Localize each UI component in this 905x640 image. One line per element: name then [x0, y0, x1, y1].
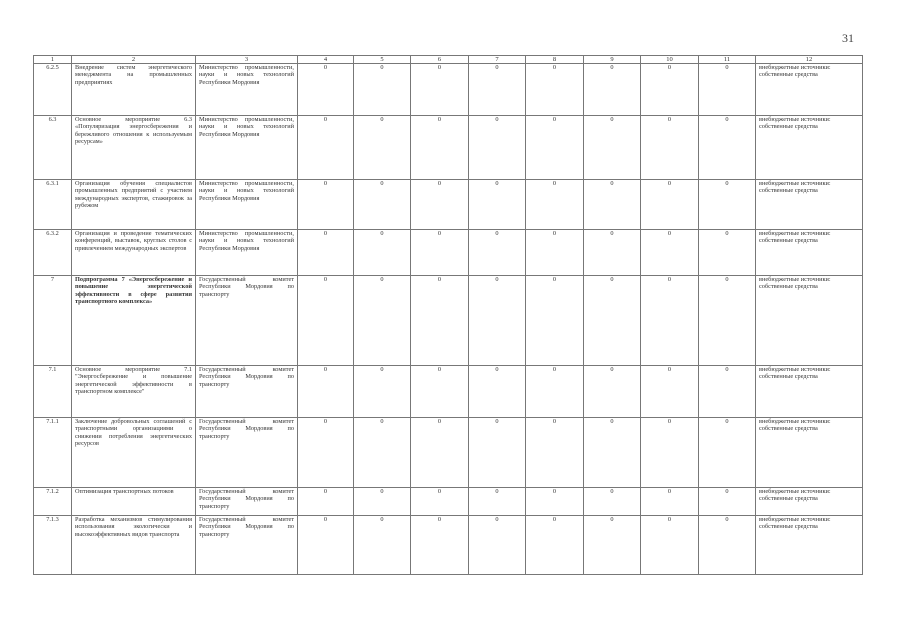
- funding-value: 0: [411, 230, 469, 276]
- funding-value: 0: [584, 230, 641, 276]
- funding-value: 0: [469, 180, 526, 230]
- column-header: 1: [34, 56, 72, 64]
- funding-source: внебюджетные источники: собственные средства: [756, 366, 863, 418]
- table-row: [34, 64, 863, 116]
- funding-value: 0: [699, 116, 756, 180]
- funding-value: 0: [298, 276, 354, 366]
- funding-value: 0: [526, 64, 584, 116]
- measure-name: Разработка механизмов стимулирования использования экологически и высокоэффективных видов транспорта: [72, 516, 196, 575]
- executor-name: Государственный комитет Республики Мордовия по транспорту: [196, 418, 298, 488]
- funding-value: 0: [354, 64, 411, 116]
- funding-source: внебюджетные источники: собственные средства: [756, 488, 863, 516]
- funding-value: 0: [298, 116, 354, 180]
- page-number: 31: [842, 31, 854, 45]
- row-number: 7.1.3: [34, 516, 72, 575]
- funding-value: 0: [469, 116, 526, 180]
- executor-name: Министерство промышленности, науки и новых технологий Республики Мордовия: [196, 116, 298, 180]
- funding-value: 0: [354, 516, 411, 575]
- funding-value: 0: [526, 516, 584, 575]
- table-row: [34, 180, 863, 230]
- executor-name: Государственный комитет Республики Мордовия по транспорту: [196, 276, 298, 366]
- funding-value: 0: [298, 230, 354, 276]
- funding-value: 0: [354, 366, 411, 418]
- row-number: 7: [34, 276, 72, 366]
- row-number: 7.1.2: [34, 488, 72, 516]
- column-header: 3: [196, 56, 298, 64]
- funding-value: 0: [526, 488, 584, 516]
- funding-value: 0: [526, 366, 584, 418]
- executor-name: Государственный комитет Республики Мордовия по транспорту: [196, 366, 298, 418]
- table-row: [34, 516, 863, 575]
- funding-value: 0: [699, 180, 756, 230]
- funding-value: 0: [354, 488, 411, 516]
- measure-name: Внедрение систем энергетического менеджмента на промышленных предприятиях: [72, 64, 196, 116]
- table-row: [34, 116, 863, 180]
- funding-value: 0: [411, 488, 469, 516]
- funding-source: внебюджетные источники: собственные средства: [756, 276, 863, 366]
- column-header: 7: [469, 56, 526, 64]
- funding-value: 0: [298, 488, 354, 516]
- funding-value: 0: [469, 488, 526, 516]
- funding-value: 0: [411, 516, 469, 575]
- header-row: [34, 56, 863, 64]
- funding-value: 0: [526, 276, 584, 366]
- funding-value: 0: [298, 180, 354, 230]
- executor-name: Государственный комитет Республики Мордовия по транспорту: [196, 488, 298, 516]
- funding-value: 0: [411, 276, 469, 366]
- funding-value: 0: [584, 488, 641, 516]
- funding-value: 0: [469, 276, 526, 366]
- table-row: [34, 230, 863, 276]
- funding-value: 0: [469, 418, 526, 488]
- funding-value: 0: [641, 516, 699, 575]
- column-header: 5: [354, 56, 411, 64]
- funding-value: 0: [641, 64, 699, 116]
- funding-source: внебюджетные источники: собственные средства: [756, 230, 863, 276]
- column-header: 2: [72, 56, 196, 64]
- funding-value: 0: [584, 180, 641, 230]
- funding-value: 0: [298, 366, 354, 418]
- funding-value: 0: [411, 418, 469, 488]
- measure-name: Основное мероприятие 6.3 «Популяризация энергосбережения и бережливого отношения к используемым ресурсам»: [72, 116, 196, 180]
- funding-value: 0: [641, 180, 699, 230]
- funding-value: 0: [584, 418, 641, 488]
- funding-value: 0: [584, 116, 641, 180]
- funding-source: внебюджетные источники: собственные средства: [756, 64, 863, 116]
- table-row: [34, 488, 863, 516]
- funding-value: 0: [298, 418, 354, 488]
- funding-value: 0: [584, 516, 641, 575]
- row-number: 6.2.5: [34, 64, 72, 116]
- funding-value: 0: [641, 230, 699, 276]
- funding-value: 0: [411, 180, 469, 230]
- row-number: 6.3.2: [34, 230, 72, 276]
- column-header: 9: [584, 56, 641, 64]
- funding-value: 0: [641, 488, 699, 516]
- table-row: [34, 276, 863, 366]
- table-row: [34, 366, 863, 418]
- table-row: [34, 418, 863, 488]
- measure-name: Организация обучения специалистов промышленных предприятий с участием международных экспертов, стажировок за рубежом: [72, 180, 196, 230]
- funding-value: 0: [469, 230, 526, 276]
- measure-name: Организация и проведение тематических конференций, выставок, круглых столов с привлечением международных экспертов: [72, 230, 196, 276]
- funding-value: 0: [584, 64, 641, 116]
- funding-value: 0: [699, 64, 756, 116]
- column-header: 12: [756, 56, 863, 64]
- funding-value: 0: [411, 366, 469, 418]
- column-header: 6: [411, 56, 469, 64]
- funding-value: 0: [411, 116, 469, 180]
- funding-value: 0: [411, 64, 469, 116]
- funding-value: 0: [699, 488, 756, 516]
- row-number: 7.1.1: [34, 418, 72, 488]
- row-number: 7.1: [34, 366, 72, 418]
- funding-value: 0: [584, 366, 641, 418]
- measure-name: Подпрограмма 7 «Энергосбережение и повышение энергетической эффективности в сфере развития транспортного комплекса»: [72, 276, 196, 366]
- funding-value: 0: [354, 116, 411, 180]
- column-header: 11: [699, 56, 756, 64]
- row-number: 6.3: [34, 116, 72, 180]
- executor-name: Министерство промышленности, науки и новых технологий Республики Мордовия: [196, 230, 298, 276]
- funding-value: 0: [584, 276, 641, 366]
- column-header: 4: [298, 56, 354, 64]
- column-header: 10: [641, 56, 699, 64]
- funding-value: 0: [354, 180, 411, 230]
- funding-value: 0: [298, 64, 354, 116]
- funding-value: 0: [469, 366, 526, 418]
- funding-value: 0: [699, 276, 756, 366]
- funding-value: 0: [641, 418, 699, 488]
- funding-value: 0: [641, 366, 699, 418]
- row-number: 6.3.1: [34, 180, 72, 230]
- measure-name: Оптимизация транспортных потоков: [72, 488, 196, 516]
- executor-name: Министерство промышленности, науки и новых технологий Республики Мордовия: [196, 180, 298, 230]
- funding-value: 0: [298, 516, 354, 575]
- funding-value: 0: [641, 276, 699, 366]
- funding-source: внебюджетные источники: собственные средства: [756, 116, 863, 180]
- funding-value: 0: [526, 230, 584, 276]
- measure-name: Заключение добровольных соглашений с транспортными организациями о снижении потребления энергетических ресурсов: [72, 418, 196, 488]
- funding-value: 0: [526, 116, 584, 180]
- funding-value: 0: [469, 64, 526, 116]
- executor-name: Государственный комитет Республики Мордовия по транспорту: [196, 516, 298, 575]
- funding-value: 0: [469, 516, 526, 575]
- executor-name: Министерство промышленности, науки и новых технологий Республики Мордовия: [196, 64, 298, 116]
- funding-source: внебюджетные источники: собственные средства: [756, 180, 863, 230]
- funding-value: 0: [699, 230, 756, 276]
- column-header: 8: [526, 56, 584, 64]
- funding-source: внебюджетные источники: собственные средства: [756, 516, 863, 575]
- funding-value: 0: [354, 276, 411, 366]
- funding-value: 0: [699, 516, 756, 575]
- funding-value: 0: [699, 418, 756, 488]
- funding-value: 0: [699, 366, 756, 418]
- funding-value: 0: [354, 230, 411, 276]
- program-table: [33, 55, 863, 575]
- funding-source: внебюджетные источники: собственные средства: [756, 418, 863, 488]
- funding-value: 0: [526, 418, 584, 488]
- funding-value: 0: [641, 116, 699, 180]
- funding-value: 0: [526, 180, 584, 230]
- funding-value: 0: [354, 418, 411, 488]
- measure-name: Основное мероприятие 7.1 "Энергосбережение и повышение энергетической эффективности в транспортном комплексе": [72, 366, 196, 418]
